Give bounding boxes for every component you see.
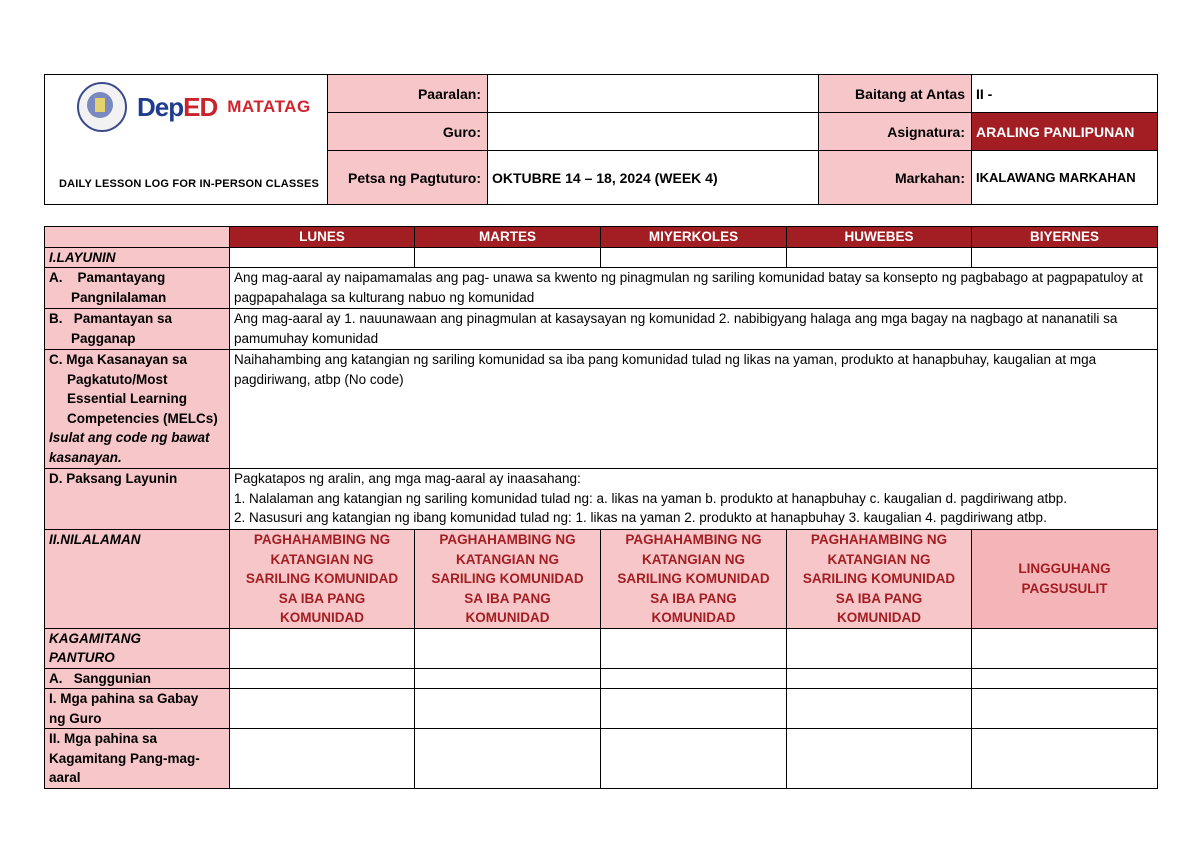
- review-cell[interactable]: LINGGUHANG PAGSUSULIT: [972, 530, 1158, 629]
- markahan-value[interactable]: IKALAWANG MARKAHAN: [972, 151, 1158, 205]
- deped-logo: DepED: [137, 91, 218, 122]
- cell[interactable]: [972, 628, 1158, 668]
- cell[interactable]: [787, 628, 972, 668]
- cell[interactable]: [415, 668, 601, 689]
- cell[interactable]: [787, 729, 972, 789]
- cell[interactable]: [230, 668, 415, 689]
- cell[interactable]: [415, 729, 601, 789]
- guro-value[interactable]: [488, 113, 819, 151]
- cell[interactable]: [787, 247, 972, 268]
- day-header: BIYERNES: [972, 227, 1158, 248]
- cell[interactable]: [415, 689, 601, 729]
- cell[interactable]: [230, 729, 415, 789]
- cell[interactable]: [787, 689, 972, 729]
- topic-cell[interactable]: PAGHAHAMBING NG KATANGIAN NG SARILING KOMUNIDAD SA IBA PANG KOMUNIDAD: [415, 530, 601, 629]
- asignatura-value[interactable]: ARALING PANLIPUNAN: [972, 113, 1158, 151]
- lesson-log-table: [44, 226, 1158, 789]
- topic-cell[interactable]: PAGHAHAMBING NG KATANGIAN NG SARILING KOMUNIDAD SA IBA PANG KOMUNIDAD: [787, 530, 972, 629]
- cell[interactable]: [230, 628, 415, 668]
- paaralan-value[interactable]: [488, 75, 819, 113]
- matatag-logo: MATATAG: [227, 97, 311, 116]
- petsa-value[interactable]: OKTUBRE 14 – 18, 2024 (WEEK 4): [488, 151, 819, 205]
- cell[interactable]: [972, 668, 1158, 689]
- deped-seal-icon: [77, 82, 127, 132]
- cell[interactable]: [415, 247, 601, 268]
- cell[interactable]: [415, 628, 601, 668]
- sanggunian-label: A. Sanggunian: [45, 668, 230, 689]
- paksang-layunin-label: D. Paksang Layunin: [45, 469, 230, 530]
- day-header: MIYERKOLES: [601, 227, 787, 248]
- header-table: [44, 74, 1158, 205]
- cell[interactable]: [972, 247, 1158, 268]
- cell[interactable]: [972, 689, 1158, 729]
- cell[interactable]: [230, 689, 415, 729]
- kagamitan-label: KAGAMITANG PANTURO: [45, 628, 230, 668]
- day-header: MARTES: [415, 227, 601, 248]
- kasanayan-label: C. Mga Kasanayan sa Pagkatuto/Most Essential Learning Competencies (MELCs) Isulat ang code ng bawat kasanayan.: [45, 350, 230, 469]
- baitang-value[interactable]: II -: [972, 75, 1158, 113]
- cell[interactable]: [601, 247, 787, 268]
- cell[interactable]: [601, 668, 787, 689]
- pamantayang-pangnilalaman-text[interactable]: Ang mag-aaral ay naipamamalas ang pag- unawa sa kwento ng pinagmulan ng sariling komunidad batay sa konsepto ng pagbabago at pagpapatuloy at pagpapahalaga sa kulturang nabuo ng komunidad: [230, 268, 1158, 309]
- logos: [77, 83, 311, 131]
- pamantayan-sa-pagganap-text[interactable]: Ang mag-aaral ay 1. nauunawaan ang pinagmulan at kasaysayan ng komunidad 2. nabibigyang halaga ang mga bagay na nagbago at nananatili sa pamumuhay komunidad: [230, 309, 1158, 350]
- pamantayang-pangnilalaman-label: A. Pamantayang Pangnilalaman: [45, 268, 230, 309]
- paksang-layunin-text[interactable]: Pagkatapos ng aralin, ang mga mag-aaral ay inaasahang: 1. Nalalaman ang katangian ng sariling komunidad tulad ng: a. likas na yaman b. produkto at hanapbuhay c. kaugalian d. pagdiriwang atbp. 2. Nasusuri ang katangian ng ibang komunidad tulad ng: 1. likas na yaman 2. produkto at hanapbuhay 3. kaugalian 4. pagdiriwang atbp.: [230, 469, 1158, 530]
- guro-label: Guro:: [328, 113, 488, 151]
- asignatura-label: Asignatura:: [819, 113, 972, 151]
- pamantayan-sa-pagganap-label: B. Pamantayan sa Pagganap: [45, 309, 230, 350]
- petsa-label: Petsa ng Pagtuturo:: [328, 151, 488, 205]
- layunin-label: I.LAYUNIN: [45, 247, 230, 268]
- logo-cell: [45, 75, 328, 205]
- topic-cell[interactable]: PAGHAHAMBING NG KATANGIAN NG SARILING KOMUNIDAD SA IBA PANG KOMUNIDAD: [230, 530, 415, 629]
- markahan-label: Markahan:: [819, 151, 972, 205]
- cell[interactable]: [601, 689, 787, 729]
- kagamitang-pang-mag-aaral-label: II. Mga pahina sa Kagamitang Pang-mag- aaral: [45, 729, 230, 789]
- kasanayan-text[interactable]: Naihahambing ang katangian ng sariling komunidad sa iba pang komunidad tulad ng likas na yaman, produkto at hanapbuhay, kaugalian at mga pagdiriwang, atbp (No code): [230, 350, 1158, 469]
- baitang-label: Baitang at Antas: [819, 75, 972, 113]
- paaralan-label: Paaralan:: [328, 75, 488, 113]
- gabay-guro-label: I. Mga pahina sa Gabay ng Guro: [45, 689, 230, 729]
- cell[interactable]: [601, 628, 787, 668]
- day-header-blank: [45, 227, 230, 248]
- topic-cell[interactable]: PAGHAHAMBING NG KATANGIAN NG SARILING KOMUNIDAD SA IBA PANG KOMUNIDAD: [601, 530, 787, 629]
- cell[interactable]: [601, 729, 787, 789]
- cell[interactable]: [972, 729, 1158, 789]
- day-header: HUWEBES: [787, 227, 972, 248]
- log-title: DAILY LESSON LOG FOR IN-PERSON CLASSES: [59, 178, 320, 190]
- day-header: LUNES: [230, 227, 415, 248]
- nilalaman-label: II.NILALAMAN: [45, 530, 230, 629]
- cell[interactable]: [230, 247, 415, 268]
- cell[interactable]: [787, 668, 972, 689]
